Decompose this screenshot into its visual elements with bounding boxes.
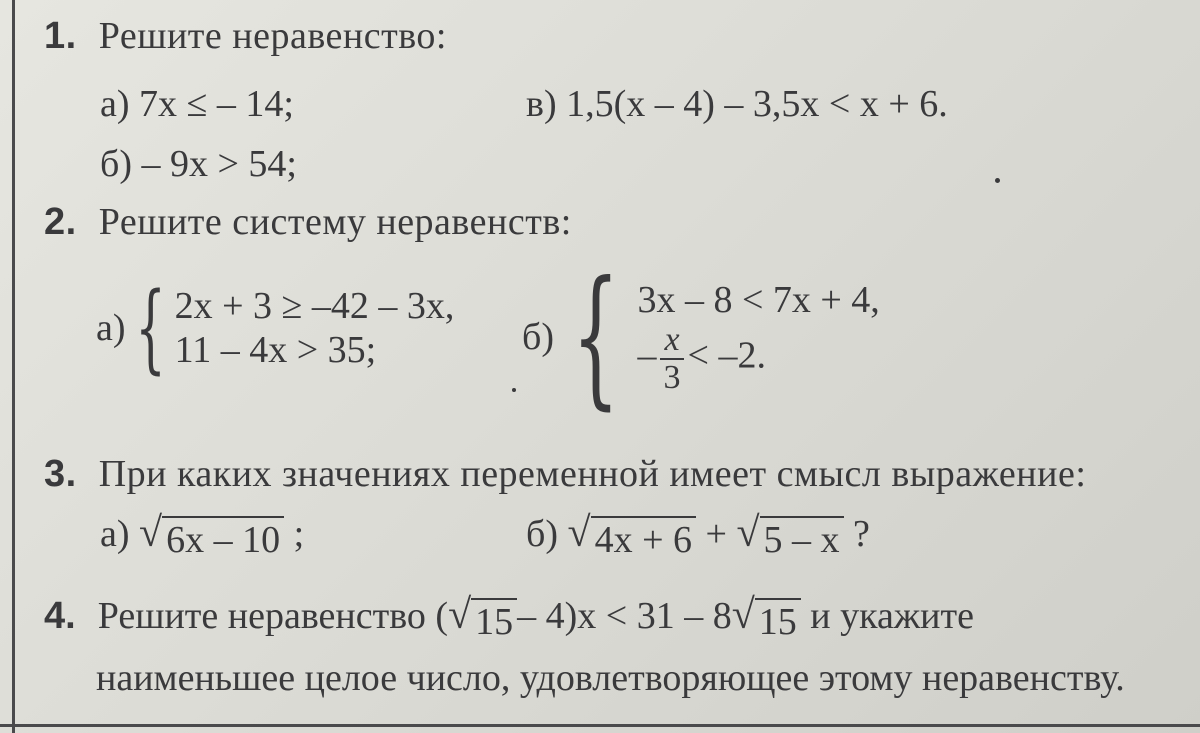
task3-number: 3. [44, 453, 77, 495]
task4-expression [435, 592, 810, 643]
task1-number: 1. [44, 15, 77, 57]
sqrt-15-second [732, 594, 801, 644]
task3-item-a [100, 512, 304, 562]
sqrt-icon: √ [567, 510, 591, 556]
task4-line2: наименьшее целое число, удовлетворяющее этому неравенству. [96, 657, 1125, 699]
sqrt-b2-radicand: 5 – x [760, 516, 844, 562]
task4-text-after: и укажите [810, 595, 974, 637]
sqrt-15-radicand-2: 15 [755, 598, 801, 644]
task2-title: Решите систему неравенств: [98, 201, 572, 243]
task3-a-tail: ; [293, 513, 305, 555]
task3-a-label: а) [100, 513, 130, 555]
task2-system-b [522, 250, 880, 424]
task1-heading [44, 14, 447, 58]
task2-heading [44, 200, 572, 244]
sqrt-a [139, 512, 284, 562]
sqrt-b1-radicand: 4x + 6 [591, 516, 696, 562]
frame-left-border [12, 0, 15, 733]
task3-b-label: б) [526, 513, 558, 555]
task2-number: 2. [44, 201, 77, 243]
task4-line1 [44, 594, 974, 644]
system-brace-icon: { [571, 250, 620, 424]
task1-item-v: в) 1,5(x – 4) – 3,5x < x + 6. [526, 83, 948, 125]
fraction-numerator: x [660, 322, 683, 360]
task2-a-rows [175, 284, 455, 372]
sqrt-b1 [568, 512, 697, 562]
paper-speck [512, 388, 516, 392]
task2-b-fraction [660, 322, 683, 395]
fraction-denominator: 3 [663, 359, 681, 396]
task2-a-label: а) [96, 307, 126, 349]
task2-b-line2 [637, 322, 879, 395]
task2-b-minus: – [637, 334, 657, 377]
frame-bottom-border [0, 724, 1200, 727]
task4-text-before: Решите неравенство [97, 595, 426, 637]
task1-title: Решите неравенство: [98, 15, 447, 57]
task3-b-plus: + [705, 513, 727, 555]
task4-open-paren: ( [435, 595, 449, 637]
sqrt-b2 [736, 512, 843, 562]
sqrt-icon: √ [731, 592, 755, 638]
sqrt-icon: √ [139, 510, 163, 556]
paper-speck [995, 178, 1000, 183]
task2-b-line2-tail: < –2. [687, 334, 766, 377]
task3-b-tail: ? [853, 513, 870, 555]
task4-expr-mid: – 4)x < 31 – 8 [517, 595, 732, 637]
sqrt-15-first [448, 594, 517, 644]
task3-heading [44, 452, 1086, 496]
task1-item-a: а) 7x ≤ – 14; [100, 83, 294, 125]
task2-system-a [96, 272, 455, 384]
task2-a-line1: 2x + 3 ≥ –42 – 3x, [174, 285, 455, 327]
task4-number: 4. [44, 595, 76, 637]
sqrt-icon: √ [736, 510, 760, 556]
task2-b-line1: 3x – 8 < 7x + 4, [637, 279, 880, 322]
task2-b-rows [637, 278, 879, 395]
sqrt-a-radicand: 6x – 10 [162, 516, 284, 562]
sqrt-icon: √ [448, 592, 472, 638]
sqrt-15-radicand: 15 [471, 598, 517, 644]
task2-b-label: б) [522, 316, 554, 358]
task3-title: При каких значениях переменной имеет смысл выражение: [98, 453, 1087, 495]
task2-a-line2: 11 – 4x > 35; [174, 329, 377, 371]
task3-item-b [526, 512, 870, 562]
system-brace-icon: { [134, 272, 166, 384]
task1-item-b: б) – 9x > 54; [100, 143, 297, 185]
